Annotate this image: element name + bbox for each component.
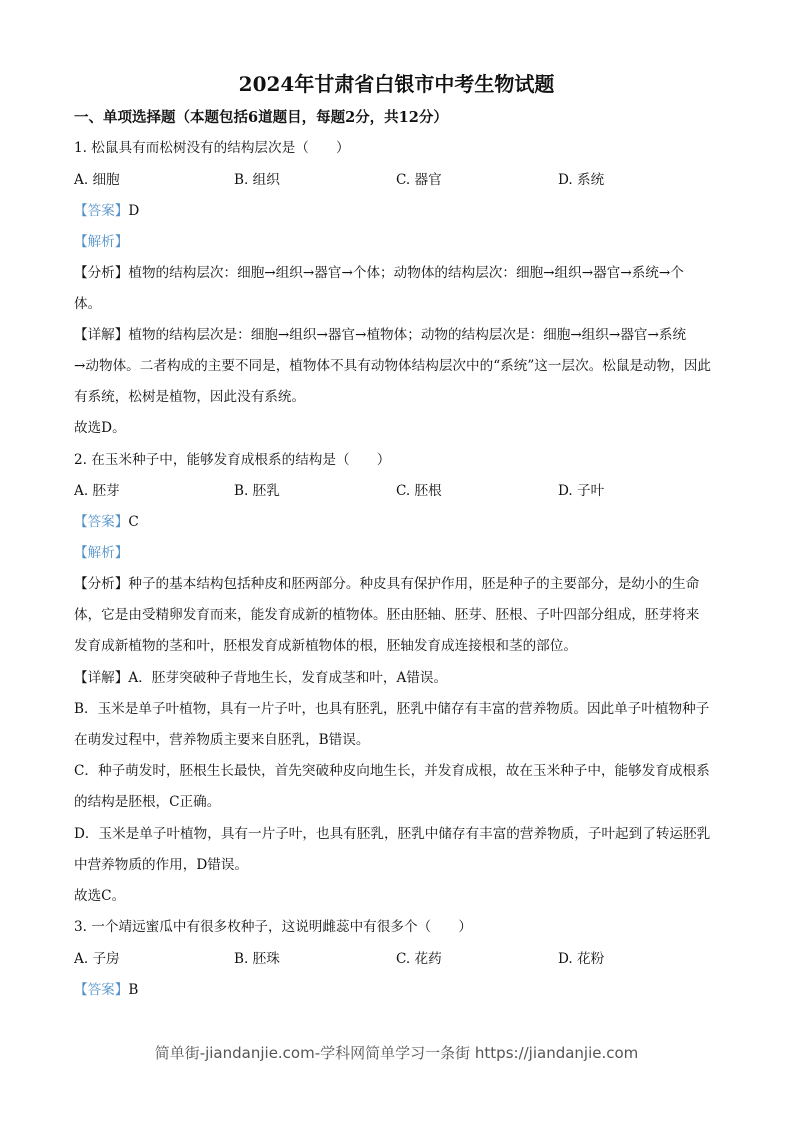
- q1-answer: [74, 202, 139, 220]
- q2-detail-line: [74, 669, 447, 687]
- answer-label: 【答案】: [74, 982, 129, 998]
- q1-analysis-line: 体。: [74, 296, 102, 312]
- q2-option-b: B. 胚乳: [234, 483, 280, 499]
- q2-detail-line: C．种子萌发时，胚根生长最快，首先突破种皮向地生长，并发育成根，故在玉米种子中，能够发育成根系: [74, 763, 710, 779]
- detail-label: 【详解】: [74, 670, 129, 686]
- q2-analysis-line: 体，它是由受精卵发育而来，能发育成新的植物体。胚由胚轴、胚芽、胚根、子叶四部分组成，胚芽将来: [74, 607, 700, 623]
- answer-value: D: [128, 203, 140, 219]
- q2-option-a: A. 胚芽: [74, 483, 120, 499]
- q2-detail-line: 的结构是胚根，C正确。: [74, 794, 221, 810]
- q3-answer: [74, 981, 138, 999]
- text: 植物的结构层次：细胞→组织→器官→个体；动物体的结构层次：细胞→组织→器官→系统→个: [128, 265, 684, 281]
- q3-option-b: B. 胚珠: [234, 951, 280, 967]
- document-title: 2024年甘肃省白银市中考生物试题: [238, 72, 555, 96]
- q2-analysis-line: 发育成新植物的茎和叶，胚根发育成新植物体的根，胚轴发育成连接根和茎的部位。: [74, 638, 577, 654]
- text: A．胚芽突破种子背地生长，发育成茎和叶，A错误。: [128, 670, 448, 686]
- q3-option-d: D. 花粉: [558, 951, 605, 967]
- q1-analysis-line: [74, 264, 684, 282]
- q1-option-b: B. 组织: [234, 172, 280, 188]
- q2-detail-line: B．玉米是单子叶植物，具有一片子叶，也具有胚乳，胚乳中储存有丰富的营养物质。因此单子叶植物种子: [74, 701, 710, 717]
- text: 植物的结构层次是：细胞→组织→器官→植物体；动物的结构层次是：细胞→组织→器官→系统: [128, 327, 687, 343]
- analysis-label: 【分析】: [74, 576, 129, 592]
- question-2-stem: 2. 在玉米种子中，能够发育成根系的结构是（ ）: [74, 452, 391, 468]
- q1-detail-line: →动物体。二者构成的主要不同是，植物体不具有动物体结构层次中的“系统”这一层次。松鼠是动物，因此: [74, 358, 712, 374]
- footer-watermark-link[interactable]: 简单街-jiandanjie.com-学科网简单学习一条街 https://jiandanjie.com: [154, 1044, 639, 1062]
- section-heading: 一、单项选择题（本题包括6道题目，每题2分，共12分）: [74, 109, 448, 126]
- q2-option-c: C. 胚根: [396, 483, 442, 499]
- analysis-header: 【解析】: [74, 234, 129, 250]
- answer-label: 【答案】: [74, 514, 129, 530]
- question-3-stem: 3. 一个靖远蜜瓜中有很多枚种子，这说明雌蕊中有很多个（ ）: [74, 919, 472, 935]
- q1-detail-line: [74, 326, 686, 344]
- text: 种子的基本结构包括种皮和胚两部分。种皮具有保护作用，胚是种子的主要部分，是幼小的生命: [128, 576, 700, 592]
- q3-option-a: A. 子房: [74, 951, 120, 967]
- q1-option-d: D. 系统: [558, 172, 605, 188]
- q2-detail-line: 中营养物质的作用，D错误。: [74, 857, 249, 873]
- question-1-stem: 1. 松鼠具有而松树没有的结构层次是（ ）: [74, 140, 350, 156]
- q2-analysis-line: [74, 575, 699, 593]
- analysis-label: 【分析】: [74, 265, 129, 281]
- q2-option-d: D. 子叶: [558, 483, 605, 499]
- q2-answer: [74, 513, 139, 531]
- q2-detail-line: D．玉米是单子叶植物，具有一片子叶，也具有胚乳，胚乳中储存有丰富的营养物质，子叶起到了转运胚乳: [74, 826, 711, 842]
- q3-option-c: C. 花药: [396, 951, 442, 967]
- q1-detail-line: 有系统，松树是植物，因此没有系统。: [74, 389, 306, 405]
- answer-label: 【答案】: [74, 203, 129, 219]
- q2-detail-line: 在萌发过程中，营养物质主要来自胚乳，B错误。: [74, 732, 370, 748]
- q1-conclusion: 故选D。: [74, 420, 126, 436]
- answer-value: C: [128, 514, 139, 530]
- q2-conclusion: 故选C。: [74, 888, 126, 904]
- detail-label: 【详解】: [74, 327, 129, 343]
- q1-option-a: A. 细胞: [74, 172, 120, 188]
- analysis-header: 【解析】: [74, 545, 129, 561]
- answer-value: B: [128, 982, 139, 998]
- q1-option-c: C. 器官: [396, 172, 442, 188]
